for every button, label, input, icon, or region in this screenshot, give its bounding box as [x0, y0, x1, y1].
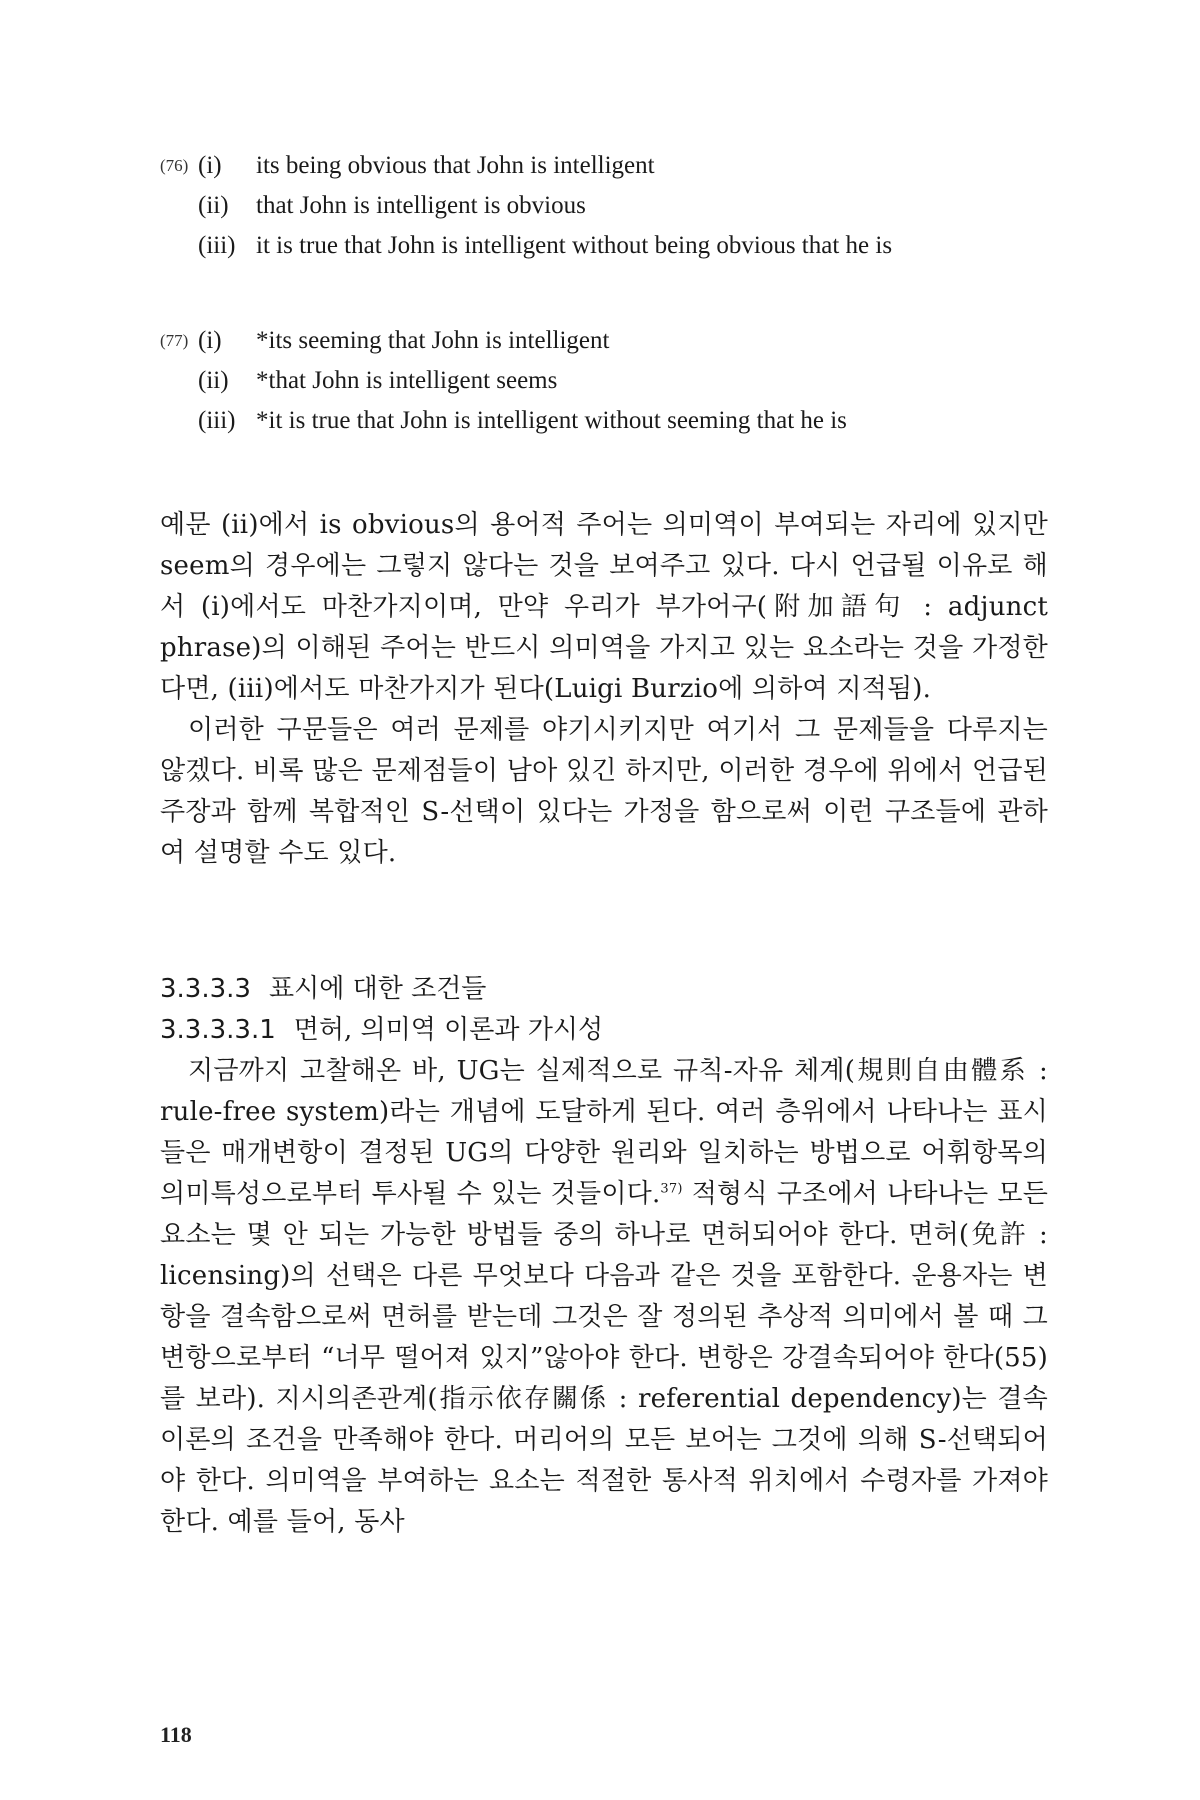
example-number: (76): [160, 156, 189, 175]
example-76: [160, 146, 892, 266]
section-title: 표시에 대한 조건들: [268, 974, 487, 1004]
subsection-title: 면허, 의미역 이론과 가시성: [293, 1015, 604, 1045]
example-number: (77): [160, 331, 189, 350]
section-number: 3.3.3.3: [160, 974, 251, 1004]
section-headings: [160, 969, 1048, 1051]
subsection-heading: [160, 1010, 1048, 1051]
example-item: [160, 361, 847, 401]
example-item-label: (ii): [198, 192, 229, 219]
body-text-block: [160, 1051, 1048, 1543]
example-item: [160, 401, 847, 441]
paragraph: 예문 (ii)에서 is obvious의 용어적 주어는 의미역이 부여되는 자리에 있지만 seem의 경우에는 그렇지 않다는 것을 보여주고 있다. 다시 언급될 이유로 해서 (i)에서도 마찬가지이며, 만약 우리가 부가어구(附加語句 : adjunct phrase)의 이해된 주어는 반드시 의미역을 가지고 있는 요소라는 것을 가정한다면, (iii)에서도 마찬가지가 된다(Luigi Burzio에 의하여 지적됨).: [160, 510, 1048, 704]
example-item-text: its being obvious that John is intelligent: [256, 152, 655, 179]
example-item-text: *its seeming that John is intelligent: [256, 327, 610, 354]
example-item-text: *it is true that John is intelligent without seeming that he is: [256, 407, 847, 434]
example-item-label: (i): [198, 152, 222, 179]
footnote-marker: 37): [660, 1181, 683, 1197]
example-item: [160, 146, 892, 186]
example-item: [160, 321, 847, 361]
body-text-block: [160, 505, 1048, 874]
section-heading: [160, 969, 1048, 1010]
example-item-label: (iii): [198, 407, 236, 434]
example-item: [160, 186, 892, 226]
subsection-number: 3.3.3.3.1: [160, 1015, 276, 1045]
example-item-text: that John is intelligent is obvious: [256, 192, 586, 219]
example-77: [160, 321, 847, 441]
example-item-label: (i): [198, 327, 222, 354]
example-item-text: *that John is intelligent seems: [256, 367, 558, 394]
paragraph-text: 적형식 구조에서 나타나는 모든 요소는 몇 안 되는 가능한 방법들 중의 하나로 면허되어야 한다. 면허(免許 : licensing)의 선택은 다른 무엇보다 다음과 같은 것을 포함한다. 운용자는 변항을 결속함으로써 면허를 받는데 그것은 잘 정의된 추상적 의미에서 볼 때 그 변항으로부터 “너무 떨어져 있지”않아야 한다. 변항은 강결속되어야 한다(55)를 보라). 지시의존관계(指示依存關係 : referential dependency)는 결속이론의 조건을 만족해야 한다. 머리어의 모든 보어는 그것에 의해 S-선택되어야 한다. 의미역을 부여하는 요소는 적절한 통사적 위치에서 수령자를 가져야 한다. 예를 들어, 동사: [160, 1179, 1049, 1537]
example-item-label: (ii): [198, 367, 229, 394]
example-item-text: it is true that John is intelligent without being obvious that he is: [256, 232, 893, 259]
example-item-label: (iii): [198, 232, 236, 259]
paragraph: 이러한 구문들은 여러 문제를 야기시키지만 여기서 그 문제들을 다루지는 않겠다. 비록 많은 문제점들이 남아 있긴 하지만, 이러한 경우에 위에서 언급된 주장과 함께 복합적인 S-선택이 있다는 가정을 함으로써 이런 구조들에 관하여 설명할 수도 있다.: [160, 715, 1048, 868]
paragraph: [160, 1051, 1048, 1543]
paragraph-text: 지금까지 고찰해온 바, UG는 실제적으로 규칙-자유 체계(規則自由體系 : rule-free system)라는 개념에 도달하게 된다. 여러 층위에서 나타나는 표시들은 매개변항이 결정된 UG의 다양한 원리와 일치하는 방법으로 어휘항목의 의미특성으로부터 투사될 수 있는 것들이다.: [160, 1056, 1048, 1209]
page-number: 118: [160, 1722, 192, 1747]
example-item: [160, 226, 892, 266]
